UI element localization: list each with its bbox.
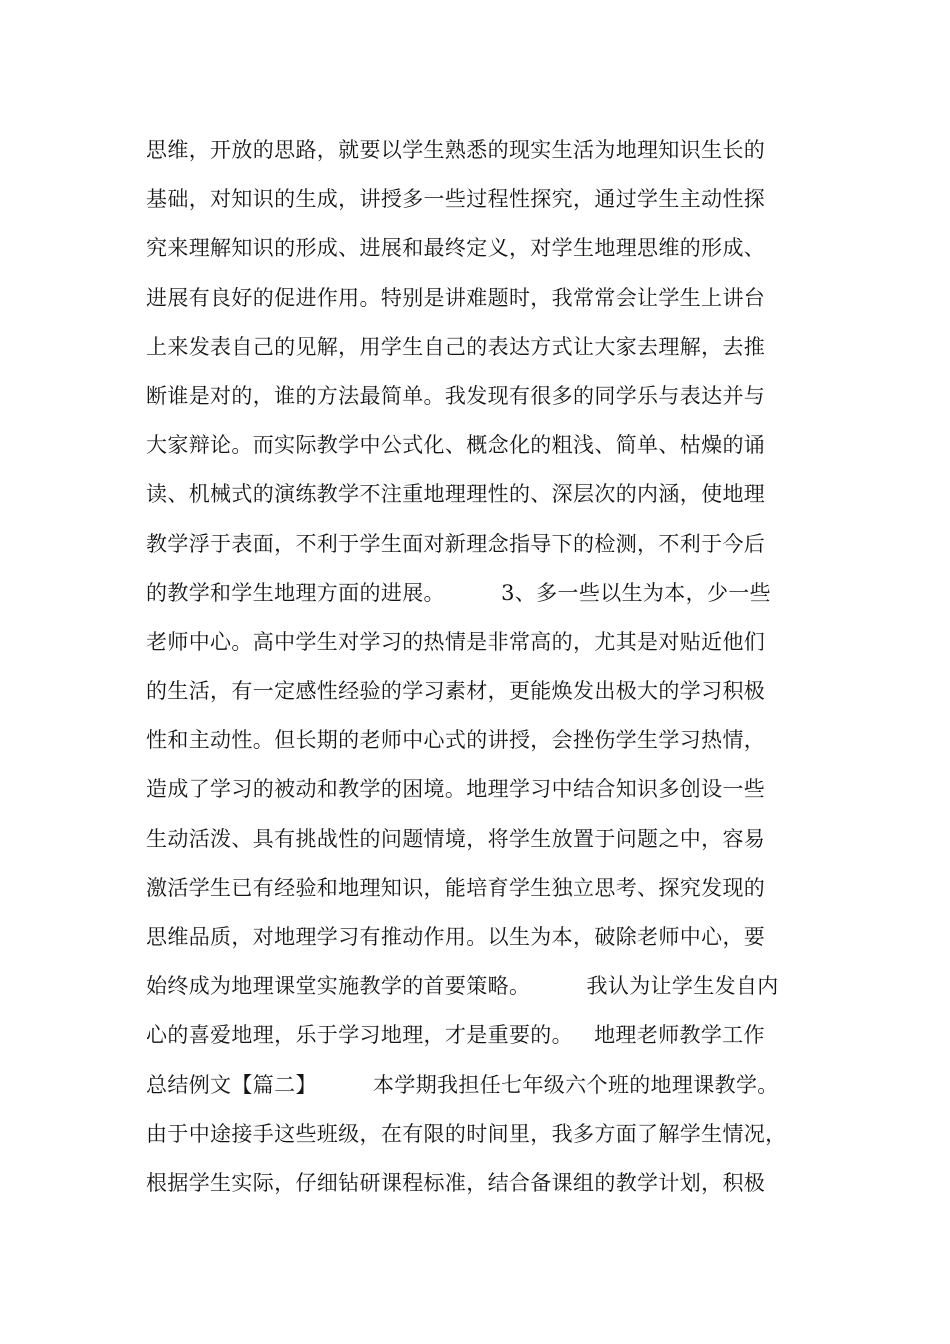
text-line: 性和主动性。但长期的老师中心式的讲授，会挫伤学生学习热情，: [146, 728, 766, 753]
text-line: 断谁是对的，谁的方法最简单。我发现有很多的同学乐与表达并与: [146, 383, 766, 408]
text-line: 基础，对知识的生成，讲授多一些过程性探究，通过学生主动性探: [146, 187, 766, 212]
text-line: 思维，开放的思路，就要以学生熟悉的现实生活为地理知识生长的: [146, 138, 766, 162]
text-line: 总结例文【篇二】 本学期我担任七年级六个班的地理课教学。: [146, 1072, 779, 1097]
text-line: 上来发表自己的见解，用学生自己的表达方式让大家去理解，去推: [146, 334, 766, 359]
text-line: 进展有良好的促进作用。特别是讲难题时，我常常会让学生上讲台: [146, 285, 766, 310]
text-line: 教学浮于表面，不利于学生面对新理念指导下的检测，不利于今后: [146, 531, 766, 556]
body-text: [146, 126, 826, 1208]
text-line: 读、机械式的演练教学不注重地理理性的、深层次的内涵，使地理: [146, 482, 766, 507]
text-line: 生动活泼、具有挑战性的问题情境，将学生放置于问题之中，容易: [146, 826, 766, 851]
text-line: 老师中心。高中学生对学习的热情是非常高的，尤其是对贴近他们: [146, 629, 766, 654]
text-line: 由于中途接手这些班级，在有限的时间里，我多方面了解学生情况，: [146, 1121, 787, 1146]
text-line: 的教学和学生地理方面的进展。 3、多一些以生为本，少一些: [146, 580, 772, 605]
text-line: 造成了学习的被动和教学的困境。地理学习中结合知识多创设一些: [146, 777, 766, 802]
text-line: 根据学生实际，仔细钻研课程标准，结合备课组的教学计划，积极: [146, 1170, 766, 1195]
text-line: 始终成为地理课堂实施教学的首要策略。 我认为让学生发自内: [146, 974, 779, 999]
text-line: 思维品质，对地理学习有推动作用。以生为本，破除老师中心，要: [146, 925, 766, 949]
text-line: 究来理解知识的形成、进展和最终定义，对学生地理思维的形成、: [146, 236, 766, 261]
text-line: 激活学生已有经验和地理知识，能培育学生独立思考、探究发现的: [146, 875, 766, 900]
text-line: 心的喜爱地理，乐于学习地理，才是重要的。 地理老师教学工作: [146, 1023, 765, 1048]
text-line: 的生活，有一定感性经验的学习素材，更能焕发出极大的学习积极: [146, 679, 766, 704]
text-line: 大家辩论。而实际教学中公式化、概念化的粗浅、简单、枯燥的诵: [146, 433, 766, 458]
